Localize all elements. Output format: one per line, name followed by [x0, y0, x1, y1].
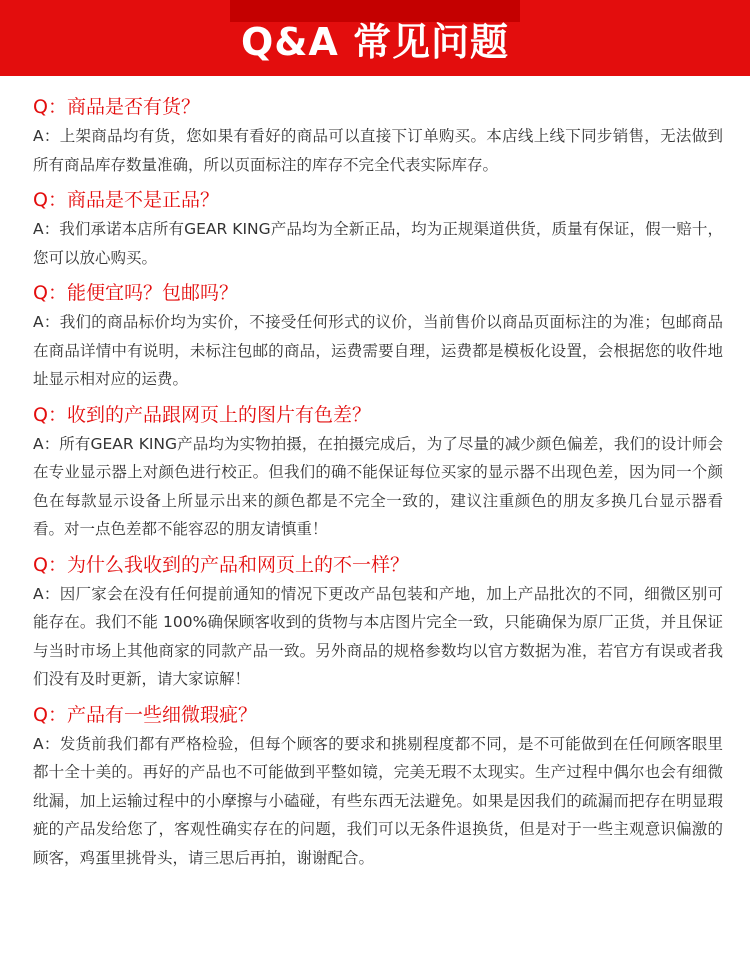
faq-answer: A：我们承诺本店所有GEAR KING产品均为全新正品，均为正规渠道供货，质量有保证，假一赔十，您可以放心购买。: [33, 220, 723, 267]
faq-answer: A：所有GEAR KING产品均为实物拍摄，在拍摄完成后，为了尽量的减少颜色偏差，我们的设计师会在专业显示器上对颜色进行校正。但我们的确不能保证每位买家的显示器不出现色差，因为同一个颜色在每款显示设备上所显示出来的颜色都是不完全一致的，建议注重颜色的朋友多换几台显示器看看。对一点色差都不能容忍的朋友请慎重！: [33, 434, 723, 538]
page-title: Q&A 常见问题: [240, 19, 510, 64]
faq-answer: A：上架商品均有货，您如果有看好的商品可以直接下订单购买。本店线上线下同步销售，无法做到所有商品库存数量准确，所以页面标注的库存不完全代表实际库存。: [33, 127, 723, 174]
faq-item: [33, 185, 723, 272]
header-banner: [0, 0, 750, 76]
faq-question: Q：商品是不是正品？: [33, 189, 219, 211]
faq-question: Q：收到的产品跟网页上的图片有色差？: [33, 403, 371, 426]
faq-item: [33, 400, 723, 544]
faq-item: [33, 550, 723, 694]
faq-answer: A：发货前我们都有严格检验，但每个顾客的要求和挑剔程度都不同，是不可能做到在任何顾客眼里都十全十美的。再好的产品也不可能做到平整如镜，完美无瑕不太现实。生产过程中偶尔也会有细微纰漏，加上运输过程中的小摩擦与小磕碰，有些东西无法避免。如果是因我们的疏漏而把存在明显瑕疵的产品发给您了，客观性确实存在的问题，我们可以无条件退换货，但是对于一些主观意识偏激的顾客，鸡蛋里挑骨头，请三思后再拍，谢谢配合。: [33, 734, 723, 867]
faq-question: Q：商品是否有货？: [33, 96, 200, 118]
faq-question: Q：能便宜吗？包邮吗？: [33, 282, 238, 304]
faq-answer: A：因厂家会在没有任何提前通知的情况下更改产品包装和产地，加上产品批次的不同，细微区别可能存在。我们不能 100%确保顾客收到的货物与本店图片完全一致，只能确保为原厂正货，并且保证与当时市场上其他商家的同款产品一致。另外商品的规格参数均以官方数据为准，若官方有误或者我们没有及时更新，请大家谅解！: [33, 584, 723, 688]
faq-item: [33, 700, 723, 873]
faq-question: Q：产品有一些细微瑕疵？: [33, 703, 257, 726]
faq-item: [33, 92, 723, 179]
faq-question: Q：为什么我收到的产品和网页上的不一样？: [33, 553, 409, 576]
faq-list: [33, 92, 723, 878]
faq-item: [33, 278, 723, 394]
faq-answer: A：我们的商品标价均为实价，不接受任何形式的议价，当前售价以商品页面标注的为准；包邮商品在商品详情中有说明，未标注包邮的商品，运费需要自理，运费都是模板化设置，会根据您的收件地址显示相对应的运费。: [33, 313, 723, 388]
